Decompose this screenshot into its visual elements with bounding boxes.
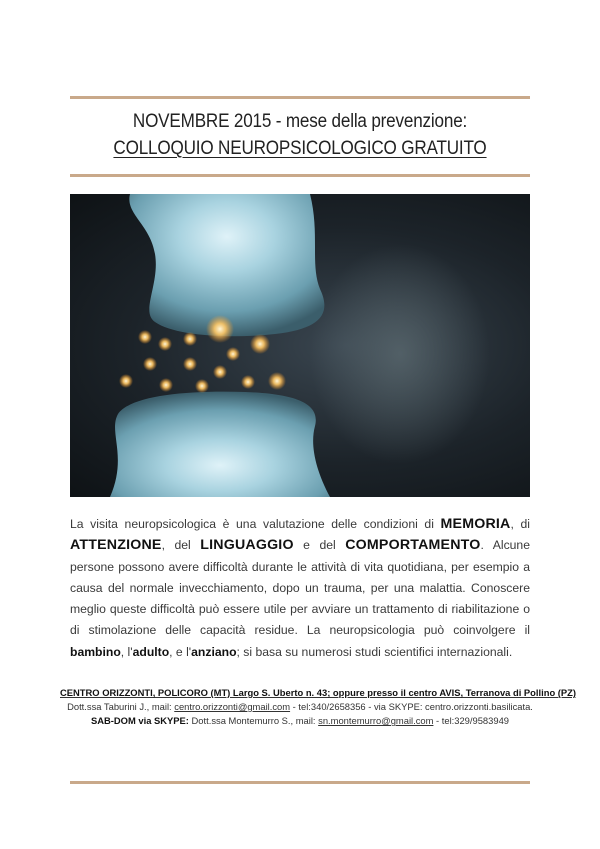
keyword-bambino: bambino: [70, 644, 121, 659]
bottom-rule: [70, 781, 530, 784]
keyword-attenzione: ATTENZIONE: [70, 537, 162, 554]
page-title: NOVEMBRE 2015 - mese della prevenzione:: [132, 111, 468, 132]
contact-line-2: Dott.ssa Taburini J., mail: centro.orizzonti@gmail.com - tel:340/2658356 - via SKYPE: centro.orizzonti.basilicata.: [67, 701, 533, 712]
keyword-comportamento: COMPORTAMENTO: [345, 537, 481, 554]
synapse-image: [70, 194, 530, 497]
keyword-linguaggio: LINGUAGGIO: [200, 537, 294, 554]
keyword-adulto: adulto: [132, 644, 170, 659]
description-paragraph: La visita neuropsicologica è una valutazione delle condizioni di MEMORIA, di ATTENZIONE, del LINGUAGGIO e del COMPORTAMENTO. Alcune persone possono avere difficoltà durante le attività di vita quotidiana, per esempio a causa del normale invecchiamento, dopo un trauma, per una malattia. Conoscere meglio queste difficoltà può essere utile per avviare un trattamento di riabilitazione o di stimolazione delle capacità residue. La neuropsicologia può coinvolgere il bambino, l'adulto, e l'anziano; si basa su numerosi studi scientifici internazionali.: [70, 516, 530, 659]
centro-address: CENTRO ORIZZONTI, POLICORO (MT) Largo S. Uberto n. 43; oppure presso il centro AVIS, Terranova di Pollino (PZ): [60, 687, 577, 698]
title-bottom-rule: [70, 174, 530, 177]
page-subtitle: COLLOQUIO NEUROPSICOLOGICO GRATUITO: [113, 138, 487, 159]
contact-line-1: [60, 687, 577, 698]
top-rule: [70, 96, 530, 99]
keyword-anziano: anziano: [191, 644, 237, 659]
email-link-taburini[interactable]: centro.orizzonti@gmail.com: [174, 701, 291, 712]
email-link-montemurro[interactable]: sn.montemurro@gmail.com: [318, 715, 434, 726]
keyword-memoria: MEMORIA: [440, 516, 511, 532]
contact-line-3: SAB-DOM via SKYPE: Dott.ssa Montemurro S., mail: sn.montemurro@gmail.com - tel:329/9583949: [90, 715, 510, 726]
